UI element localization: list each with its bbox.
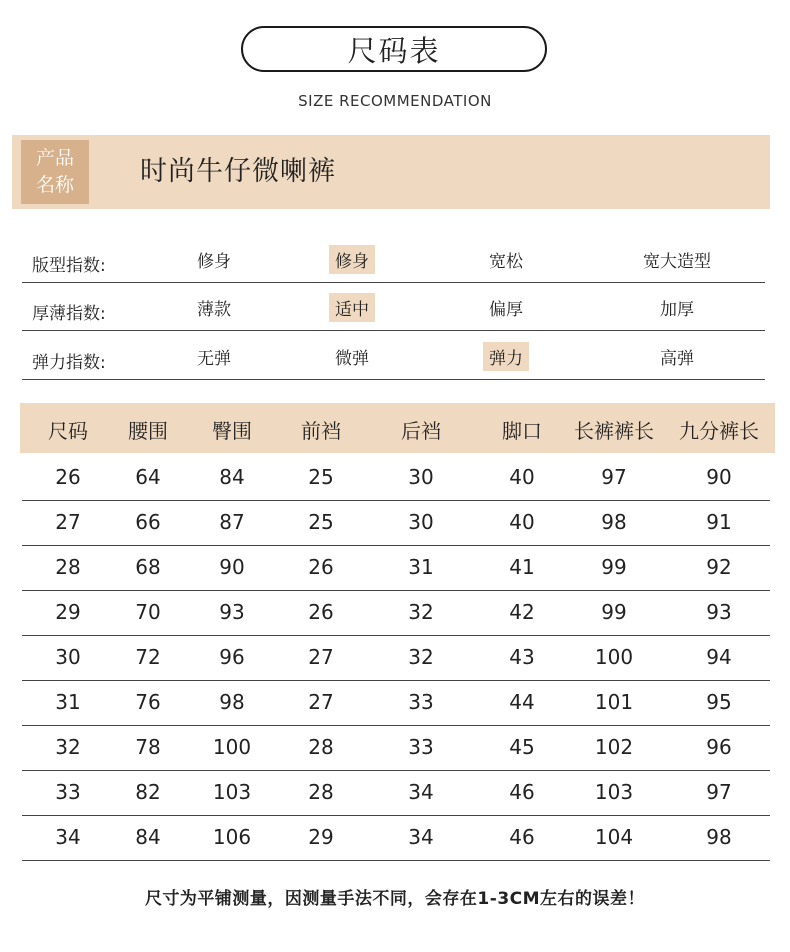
table-cell: 27 — [308, 645, 334, 669]
table-cell: 84 — [219, 465, 245, 489]
table-cell: 102 — [594, 735, 634, 759]
table-cell: 72 — [135, 645, 161, 669]
product-name: 时尚牛仔微喇裤 — [140, 156, 336, 187]
table-cell: 68 — [135, 555, 161, 579]
table-cell: 64 — [135, 465, 161, 489]
table-cell: 44 — [509, 690, 535, 714]
table-cell: 101 — [594, 690, 634, 714]
index-option-selected: 修身 — [329, 245, 375, 274]
table-cell: 97 — [706, 780, 732, 804]
index-option: 无弹 — [197, 349, 231, 369]
table-cell: 25 — [308, 465, 334, 489]
index-label: 厚薄指数: — [32, 304, 106, 324]
table-cell: 76 — [135, 690, 161, 714]
table-cell: 29 — [55, 600, 81, 624]
table-cell: 82 — [135, 780, 161, 804]
table-cell: 30 — [408, 465, 434, 489]
table-cell: 32 — [408, 600, 434, 624]
column-header: 尺码 — [48, 419, 88, 443]
table-cell: 90 — [219, 555, 245, 579]
table-row — [22, 815, 770, 861]
table-cell: 43 — [509, 645, 535, 669]
index-label: 弹力指数: — [32, 353, 106, 373]
product-name-band — [12, 135, 770, 209]
column-header: 后裆 — [401, 419, 441, 443]
table-cell: 99 — [601, 600, 627, 624]
table-row — [22, 590, 770, 636]
table-cell: 98 — [706, 825, 732, 849]
index-option: 宽大造型 — [643, 252, 711, 272]
table-cell: 106 — [212, 825, 252, 849]
index-option: 偏厚 — [489, 300, 523, 320]
table-cell: 32 — [408, 645, 434, 669]
table-cell: 34 — [408, 780, 434, 804]
index-option: 修身 — [197, 252, 231, 272]
table-cell: 78 — [135, 735, 161, 759]
table-cell: 93 — [706, 600, 732, 624]
product-tag-line1: 产品 — [35, 147, 74, 169]
table-cell: 66 — [135, 510, 161, 534]
table-cell: 25 — [308, 510, 334, 534]
table-cell: 26 — [308, 600, 334, 624]
table-row — [22, 455, 770, 501]
table-cell: 103 — [594, 780, 634, 804]
table-cell: 33 — [408, 690, 434, 714]
table-row — [22, 770, 770, 816]
column-header: 长裤裤长 — [574, 419, 654, 443]
table-cell: 27 — [55, 510, 81, 534]
index-row — [22, 238, 765, 283]
table-cell: 42 — [509, 600, 535, 624]
page-subtitle: SIZE RECOMMENDATION — [298, 92, 492, 110]
table-cell: 26 — [308, 555, 334, 579]
table-cell: 28 — [308, 735, 334, 759]
table-cell: 104 — [594, 825, 634, 849]
table-cell: 28 — [308, 780, 334, 804]
table-cell: 40 — [509, 465, 535, 489]
table-cell: 87 — [219, 510, 245, 534]
table-cell: 92 — [706, 555, 732, 579]
table-cell: 46 — [509, 825, 535, 849]
index-option: 加厚 — [660, 300, 694, 320]
table-cell: 31 — [408, 555, 434, 579]
product-tag — [21, 140, 89, 204]
table-cell: 40 — [509, 510, 535, 534]
table-cell: 31 — [55, 690, 81, 714]
measurement-note: 尺寸为平铺测量，因测量手法不同，会存在1-3CM左右的误差！ — [144, 889, 646, 909]
table-cell: 29 — [308, 825, 334, 849]
table-cell: 30 — [55, 645, 81, 669]
column-header: 臀围 — [212, 419, 252, 443]
page-title: 尺码表 — [241, 26, 547, 72]
table-row — [22, 635, 770, 681]
table-cell: 96 — [219, 645, 245, 669]
table-cell: 96 — [706, 735, 732, 759]
index-row — [22, 335, 765, 380]
table-cell: 32 — [55, 735, 81, 759]
table-cell: 100 — [212, 735, 252, 759]
table-row — [22, 725, 770, 771]
index-option: 高弹 — [660, 349, 694, 369]
index-option: 宽松 — [489, 252, 523, 272]
table-cell: 93 — [219, 600, 245, 624]
table-cell: 34 — [55, 825, 81, 849]
table-cell: 98 — [219, 690, 245, 714]
table-cell: 91 — [706, 510, 732, 534]
table-row — [22, 545, 770, 591]
product-tag-line2: 名称 — [35, 174, 74, 196]
table-cell: 41 — [509, 555, 535, 579]
table-cell: 97 — [601, 465, 627, 489]
index-option: 薄款 — [197, 300, 231, 320]
table-cell: 27 — [308, 690, 334, 714]
index-row — [22, 286, 765, 331]
table-cell: 46 — [509, 780, 535, 804]
table-cell: 95 — [706, 690, 732, 714]
table-cell: 45 — [509, 735, 535, 759]
index-option-selected: 适中 — [329, 293, 375, 322]
table-cell: 98 — [601, 510, 627, 534]
index-label: 版型指数: — [32, 256, 106, 276]
index-option-selected: 弹力 — [483, 342, 529, 371]
table-row — [22, 680, 770, 726]
table-row — [22, 500, 770, 546]
table-cell: 30 — [408, 510, 434, 534]
table-cell: 103 — [212, 780, 252, 804]
table-cell: 33 — [55, 780, 81, 804]
column-header: 脚口 — [502, 419, 542, 443]
column-header: 九分裤长 — [679, 419, 759, 443]
table-cell: 28 — [55, 555, 81, 579]
table-cell: 90 — [706, 465, 732, 489]
table-cell: 34 — [408, 825, 434, 849]
table-cell: 33 — [408, 735, 434, 759]
table-cell: 26 — [55, 465, 81, 489]
column-header: 前裆 — [301, 419, 341, 443]
table-cell: 100 — [594, 645, 634, 669]
index-option: 微弹 — [335, 349, 369, 369]
column-header: 腰围 — [128, 419, 168, 443]
table-cell: 70 — [135, 600, 161, 624]
table-cell: 99 — [601, 555, 627, 579]
table-cell: 94 — [706, 645, 732, 669]
size-table-header — [20, 403, 775, 453]
table-cell: 84 — [135, 825, 161, 849]
